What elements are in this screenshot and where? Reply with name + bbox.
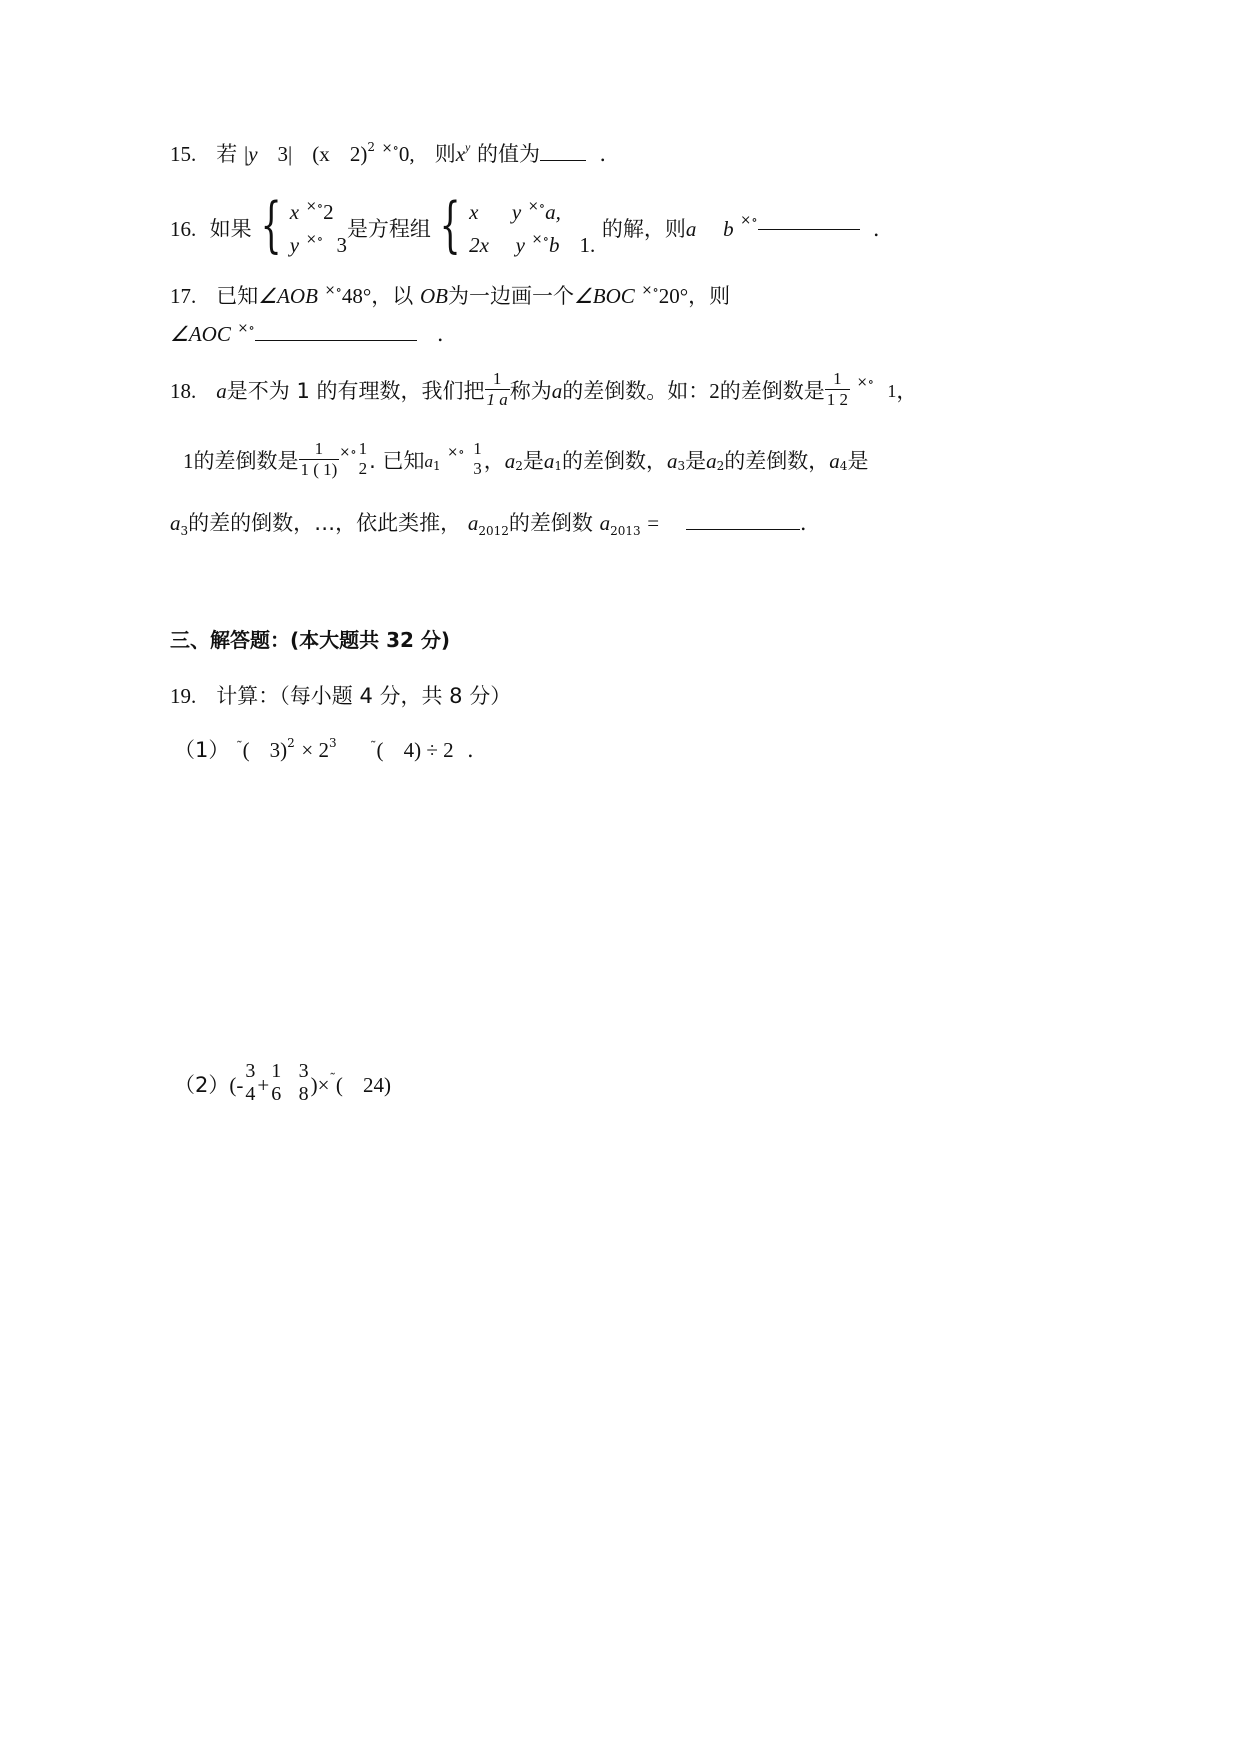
- section-heading: 三、解答题：(本大题共 32 分): [170, 628, 451, 652]
- question-number: 18.: [170, 378, 197, 403]
- part-1: [174, 736, 474, 762]
- var: b: [548, 233, 560, 257]
- var: a,: [545, 200, 561, 225]
- expr: (x: [312, 142, 330, 166]
- period: .: [872, 216, 880, 241]
- garbled-glyph-icon: ×∘: [305, 199, 324, 215]
- fraction: [269, 1060, 283, 1106]
- num: 3): [269, 738, 288, 762]
- var-a: a: [467, 511, 479, 535]
- text: 的差倒数是: [193, 448, 299, 473]
- text: 已知: [216, 284, 259, 308]
- text: 若: [216, 142, 238, 166]
- angle: ∠BOC: [573, 284, 635, 308]
- num: 3: [277, 142, 289, 166]
- denominator: 1 a: [486, 389, 508, 409]
- tilde-icon: ˜: [329, 1071, 336, 1087]
- garbled-glyph-icon: ×∘: [531, 232, 549, 247]
- subscript: 1: [432, 459, 441, 473]
- abs-bar: |: [288, 142, 293, 166]
- question-17-line-2: [170, 321, 444, 346]
- fraction: [485, 369, 510, 409]
- period: .: [466, 738, 474, 762]
- text: 的值为: [477, 142, 541, 166]
- angle: ∠AOC: [170, 322, 231, 346]
- denominator: 6: [271, 1083, 282, 1105]
- numerator: 1: [271, 1060, 282, 1082]
- subscript: 3: [180, 524, 189, 538]
- question-number: 16.: [170, 216, 197, 241]
- question-number: 19.: [170, 684, 197, 708]
- text: 的差倒数。如：: [562, 378, 710, 403]
- num: 1.: [579, 233, 596, 257]
- part-label: （1）: [174, 738, 230, 762]
- exponent: 2: [367, 140, 375, 154]
- text: 的解，则: [601, 216, 686, 241]
- fraction: [471, 439, 484, 478]
- period: .: [599, 142, 607, 166]
- answer-blank[interactable]: [255, 339, 417, 341]
- text: 的差倒数: [508, 511, 593, 535]
- text: 是: [522, 448, 544, 473]
- garbled-glyph-icon: ×∘: [447, 444, 465, 460]
- question-18-line-3: [170, 511, 807, 538]
- var: 2x: [469, 233, 489, 257]
- num: 2: [323, 200, 334, 225]
- numerator: 1: [358, 439, 368, 459]
- part-2: [174, 1060, 391, 1110]
- garbled-glyph-icon: ×∘: [305, 232, 324, 247]
- num: 1: [183, 448, 194, 473]
- text: 如果: [209, 216, 252, 241]
- var-y: y: [248, 142, 258, 166]
- question-16: [170, 190, 880, 264]
- var: y: [515, 233, 525, 257]
- fraction: [243, 1060, 257, 1106]
- var: x: [469, 200, 479, 225]
- question-number: 15.: [170, 142, 197, 166]
- equation-system: [469, 196, 595, 261]
- garbled-glyph-icon: ×∘: [641, 283, 659, 298]
- numerator: 3: [245, 1060, 256, 1082]
- denominator: 1 ( 1): [300, 459, 338, 479]
- text: 计算：（每小题 4 分，共 8 分）: [216, 684, 512, 708]
- numerator: 1: [833, 368, 842, 388]
- left-brace-icon: {: [439, 190, 461, 260]
- var-b: b: [723, 216, 734, 241]
- denominator: 8: [298, 1083, 309, 1105]
- tilde-icon: ˜: [370, 740, 377, 755]
- var-y: y: [289, 233, 300, 257]
- denominator: 4: [245, 1083, 256, 1105]
- text: 是: [847, 448, 869, 473]
- exponent: 3: [329, 736, 337, 750]
- answer-blank[interactable]: [758, 228, 860, 230]
- exponent: 2: [287, 736, 295, 750]
- numerator: 3: [298, 1060, 309, 1082]
- question-17: [170, 283, 731, 308]
- garbled-glyph-icon: ×∘: [237, 321, 255, 336]
- text: . 已知: [369, 448, 425, 473]
- text: ，: [483, 448, 505, 473]
- text: 的差倒数是: [719, 378, 825, 403]
- num: 20°: [658, 284, 689, 308]
- exponent: y: [465, 140, 471, 154]
- answer-blank[interactable]: [540, 159, 586, 161]
- paren: (: [242, 738, 250, 762]
- expr: × 2: [301, 738, 330, 762]
- num: 0,: [398, 142, 415, 166]
- operator: )×: [310, 1072, 330, 1097]
- var-a: a: [829, 448, 840, 473]
- question-15: [170, 140, 607, 166]
- garbled-glyph-icon: ×∘: [856, 374, 874, 390]
- num: 2: [709, 378, 720, 403]
- garbled-glyph-icon: ×∘: [740, 212, 758, 228]
- question-18: [170, 368, 917, 414]
- part-label: （2）: [174, 1072, 230, 1097]
- text: ，则: [688, 284, 731, 308]
- operator: +: [257, 1072, 270, 1097]
- numerator: 1: [492, 368, 502, 388]
- garbled-glyph-icon: ×∘: [324, 283, 342, 298]
- garbled-glyph-icon: ×∘: [339, 444, 357, 460]
- subscript: 1: [554, 459, 563, 473]
- angle: ∠AOB: [258, 284, 318, 308]
- expr: 4) ÷ 2: [403, 738, 454, 762]
- paren: (: [335, 1072, 343, 1097]
- var-a: a: [599, 511, 611, 535]
- expr: 2): [349, 142, 368, 166]
- solution-pair: [290, 196, 347, 261]
- subscript: 4: [839, 459, 848, 473]
- subscript: 2: [515, 459, 523, 473]
- text: 是方程组: [346, 216, 431, 241]
- text: 则: [434, 142, 456, 166]
- var-a: a: [504, 448, 516, 473]
- var-a: a: [551, 378, 563, 403]
- var: y: [511, 200, 522, 225]
- text: 的差倒数，: [562, 448, 668, 473]
- var-a: a: [424, 451, 433, 471]
- garbled-glyph-icon: ×∘: [381, 141, 399, 156]
- answer-blank[interactable]: [686, 528, 800, 530]
- var-a: a: [170, 511, 181, 535]
- period: .: [799, 511, 807, 535]
- text: 是不为 1 的有理数，我们把: [226, 378, 485, 403]
- denominator: 3: [473, 459, 482, 478]
- subscript: 2012: [478, 524, 509, 538]
- subscript: 3: [677, 459, 686, 473]
- text: 的差倒数，: [724, 448, 830, 473]
- question-19: [170, 686, 511, 707]
- question-number: 17.: [170, 284, 197, 308]
- period: .: [436, 322, 444, 346]
- fraction: [297, 1060, 311, 1106]
- abs-bar: |: [243, 142, 249, 166]
- text: ，以: [371, 284, 414, 308]
- fraction: [825, 369, 850, 409]
- var-a: a: [216, 378, 227, 403]
- tilde-icon: ˜: [236, 740, 243, 755]
- text: ，: [896, 378, 918, 403]
- num: 1: [887, 381, 897, 401]
- numerator: 1: [473, 439, 482, 459]
- text: 称为: [509, 378, 552, 403]
- denominator: 2: [358, 459, 368, 478]
- garbled-glyph-icon: ×∘: [527, 199, 546, 215]
- num: 48°: [341, 284, 372, 308]
- var-x: x: [289, 200, 300, 225]
- text: 为一边画一个: [447, 284, 574, 308]
- paren: (: [376, 738, 384, 762]
- left-brace-icon: {: [260, 190, 282, 260]
- paren: (-: [229, 1072, 244, 1097]
- fraction: [357, 439, 370, 478]
- fraction: [299, 439, 340, 479]
- segment: OB: [419, 284, 448, 308]
- num: 24): [362, 1072, 391, 1097]
- var-x: x: [455, 142, 466, 166]
- num: 3: [336, 233, 347, 257]
- var-a: a: [706, 448, 717, 473]
- denominator: 1 2: [826, 389, 848, 409]
- text: 是: [685, 448, 707, 473]
- var-a: a: [685, 216, 697, 241]
- subscript: 2: [716, 459, 725, 473]
- text: 的差的倒数，…，依此类推，: [188, 511, 462, 535]
- var-a: a: [667, 448, 678, 473]
- equals: =: [647, 511, 660, 535]
- var-a: a: [543, 448, 555, 473]
- subscript: 2013: [610, 524, 641, 538]
- question-18-line-2: [183, 438, 868, 484]
- numerator: 1: [314, 438, 324, 458]
